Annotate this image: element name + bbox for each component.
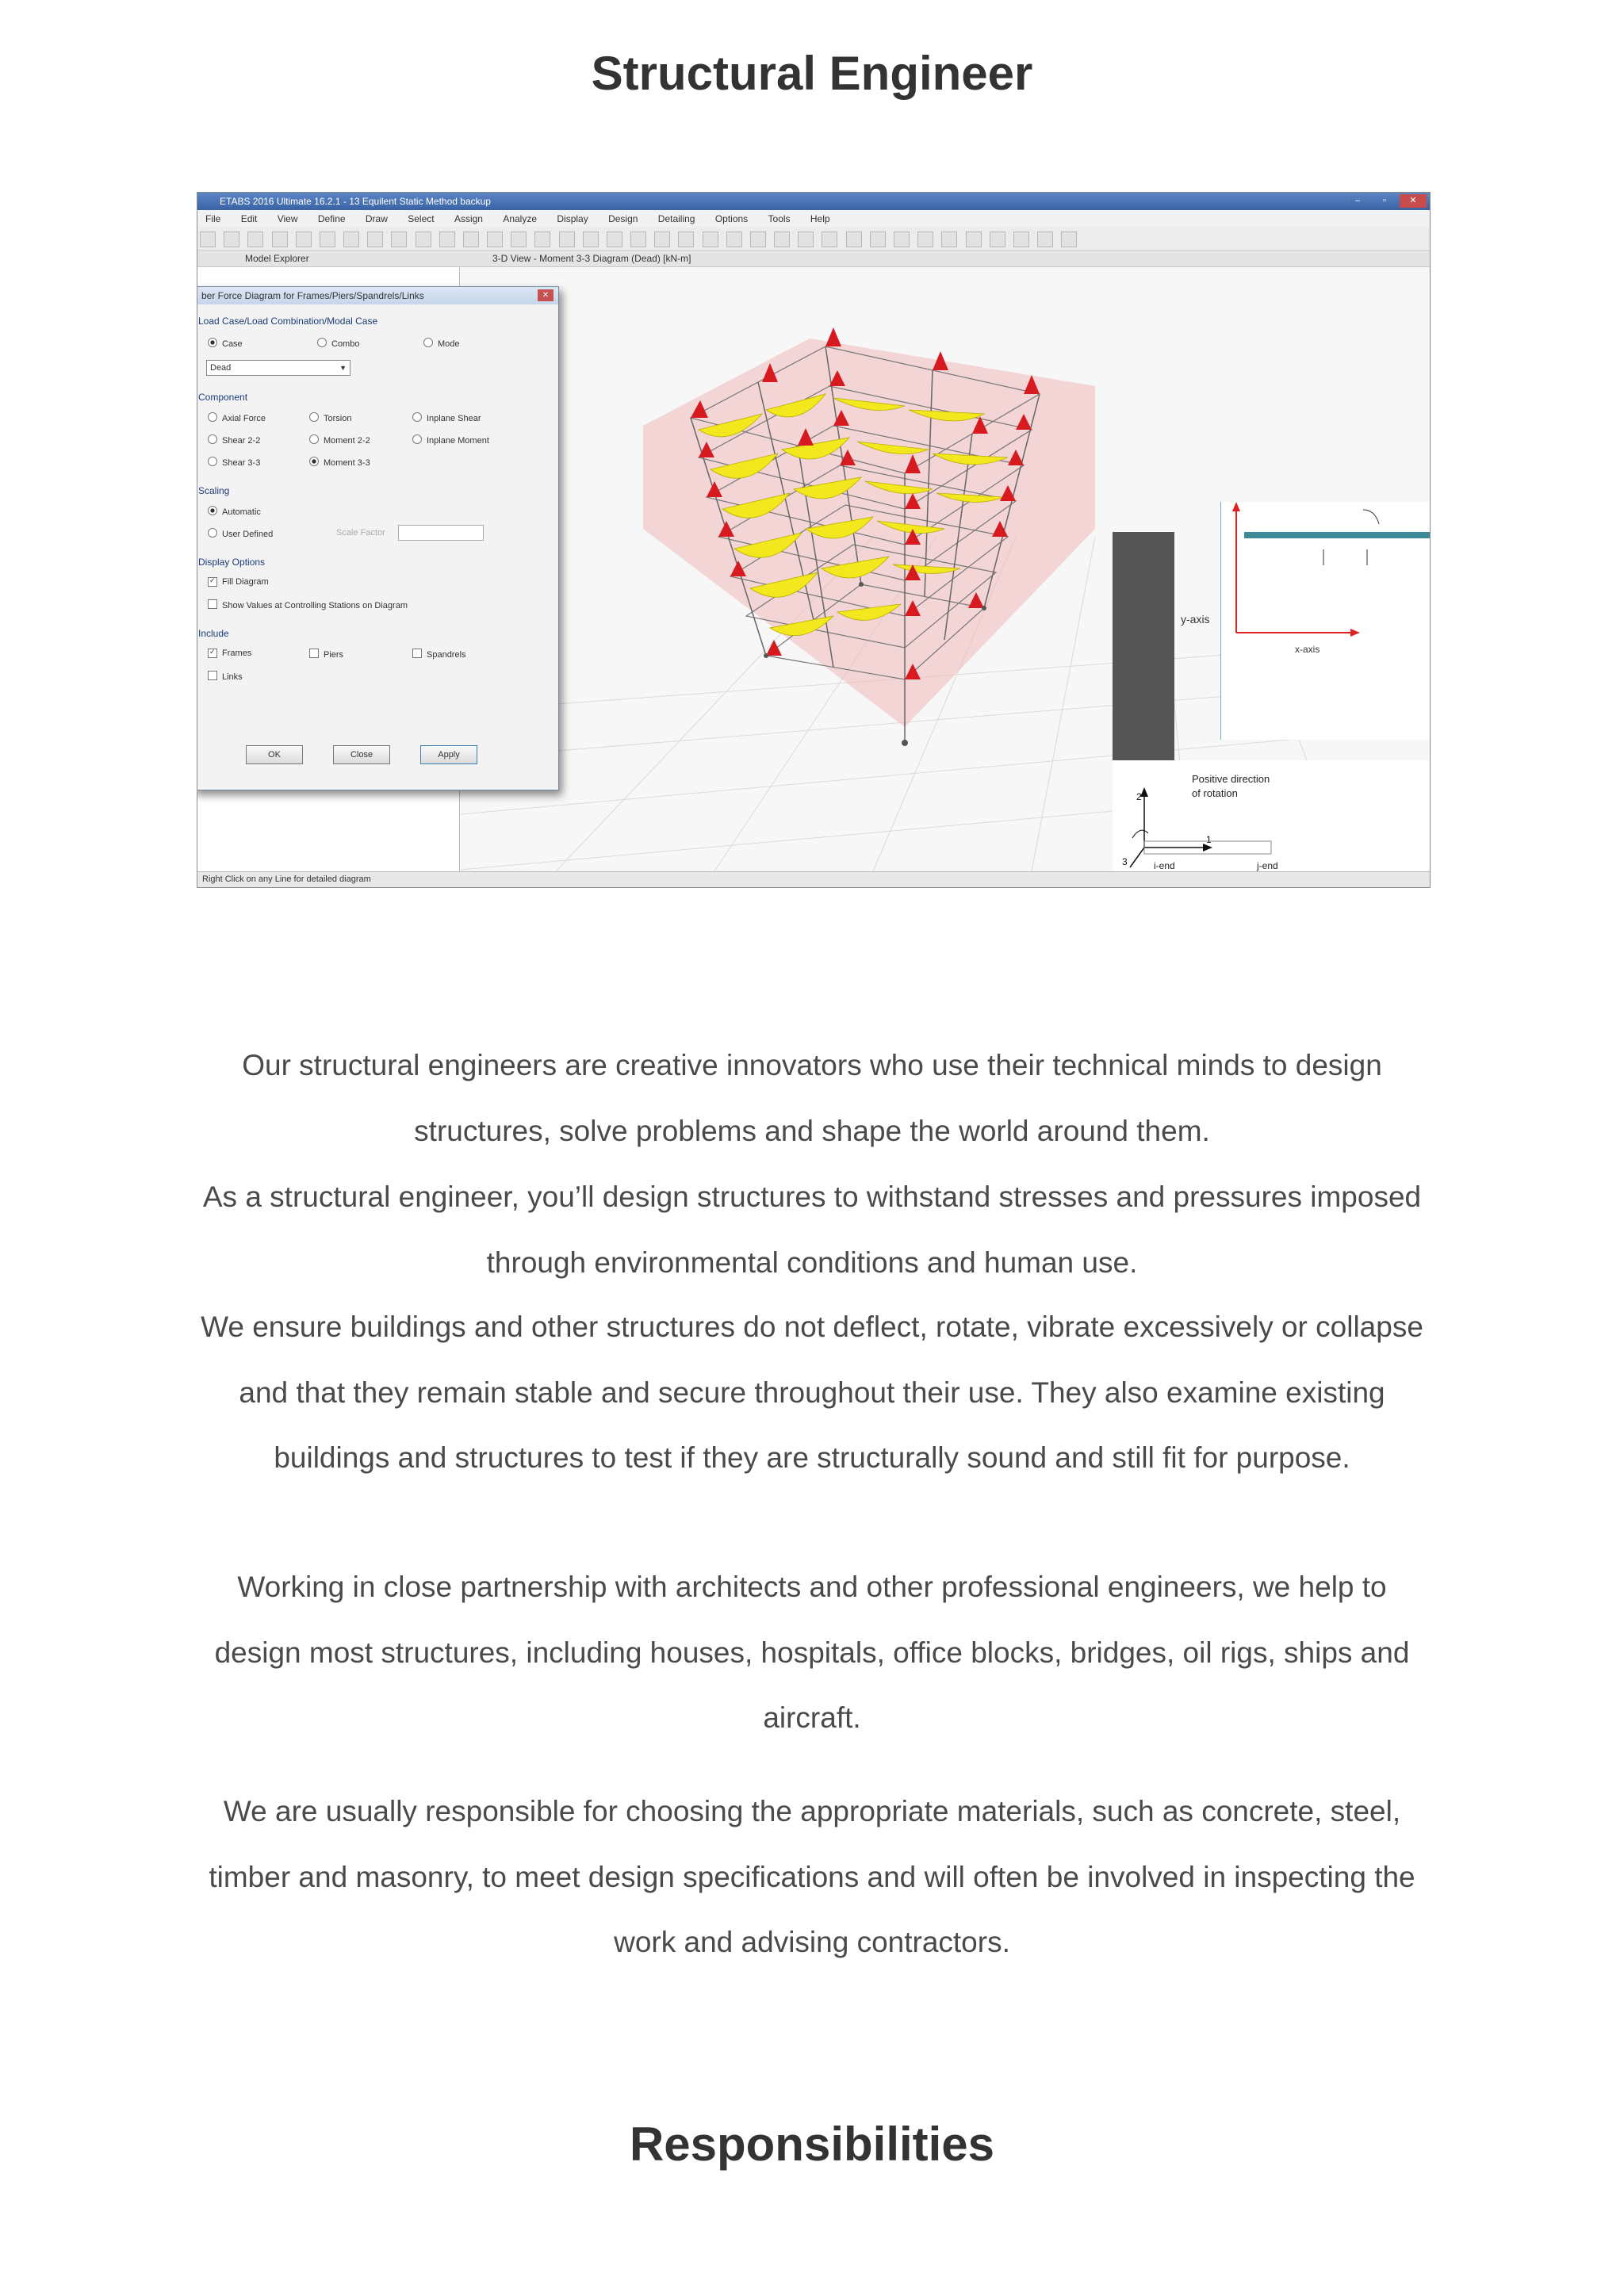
- run-analysis-icon[interactable]: [343, 232, 359, 247]
- y-axis-label: y-axis: [1181, 613, 1210, 626]
- toolbar: [197, 228, 1430, 251]
- radio-scaling-user[interactable]: [208, 528, 273, 539]
- section-icon[interactable]: [966, 232, 982, 247]
- software-screenshot: [197, 192, 1431, 888]
- show-undeformed-icon[interactable]: [678, 232, 694, 247]
- chevron-down-icon: ▼: [339, 364, 347, 372]
- section-heading: Responsibilities: [629, 2118, 995, 2171]
- paragraph-design: As a structural engineer, you’ll design structures to withstand stresses and pressures imposed through environmental conditions and human use.: [202, 1181, 1422, 1279]
- menu-display[interactable]: Display: [557, 213, 588, 224]
- component-label: Inplane Moment: [427, 436, 489, 446]
- positive-direction-label: Positive direction: [1192, 773, 1270, 785]
- svg-text:2: 2: [1136, 791, 1142, 802]
- radio-inplane-moment[interactable]: [412, 434, 489, 446]
- move-down-icon[interactable]: [630, 232, 646, 247]
- load-case-select[interactable]: [206, 360, 350, 376]
- radio-moment-2-2[interactable]: [309, 434, 370, 446]
- radio-mode[interactable]: [423, 338, 460, 349]
- draw-beam-icon[interactable]: [774, 232, 790, 247]
- show-deformed-icon[interactable]: [703, 232, 718, 247]
- radio-case[interactable]: [208, 338, 243, 349]
- checkbox-spandrels[interactable]: [412, 649, 466, 660]
- radio-case-label: Case: [222, 339, 243, 349]
- menu-options[interactable]: Options: [714, 213, 749, 224]
- menu-view[interactable]: View: [277, 213, 298, 224]
- checkbox-frames[interactable]: [208, 649, 251, 658]
- pan-icon[interactable]: [463, 232, 479, 247]
- paragraph-intro: Our structural engineers are creative innovators who use their technical minds to design structures, solve problems and shape the world around them.: [242, 1049, 1382, 1147]
- x-axis-label: x-axis: [1295, 644, 1320, 655]
- menu-draw[interactable]: Draw: [365, 213, 388, 224]
- grid-icon[interactable]: [1061, 232, 1077, 247]
- group-component: Component: [198, 392, 248, 403]
- paragraph-partnership: Working in close partnership with architects and other professional engineers, we help to design most structures, including houses, hospitals, office blocks, bridges, oil rigs, ships and aircraft.: [214, 1571, 1410, 1734]
- new-model-icon[interactable]: [200, 232, 216, 247]
- radio-combo[interactable]: [317, 338, 359, 349]
- paragraph-stability: We ensure buildings and other structures do not deflect, rotate, vibrate excessively or collapse and that they remain stable and secure throughout their use. They also examine existing buildings and structures to test if they are structurally sound and still fit for purpose.: [201, 1311, 1423, 1474]
- draw-brace-icon[interactable]: [822, 232, 837, 247]
- rotation-inset: [1113, 760, 1430, 887]
- dialog-close-icon[interactable]: ✕: [538, 289, 553, 301]
- zoom-in-icon[interactable]: [391, 232, 407, 247]
- dropdown-icon[interactable]: [990, 232, 1005, 247]
- radio-torsion[interactable]: [309, 412, 351, 423]
- component-label: Shear 2-2: [222, 436, 261, 446]
- select-icon[interactable]: [894, 232, 910, 247]
- draw-column-icon[interactable]: [798, 232, 814, 247]
- draw-wall-icon[interactable]: [870, 232, 886, 247]
- minimize-icon[interactable]: –: [1354, 196, 1361, 205]
- display-options-icon[interactable]: [654, 232, 670, 247]
- scaling-auto-label: Automatic: [222, 507, 261, 517]
- tab-model-explorer[interactable]: Model Explorer: [245, 253, 309, 264]
- checkbox-links[interactable]: [208, 671, 243, 682]
- menu-edit[interactable]: Edit: [240, 213, 258, 224]
- component-label: Torsion: [324, 414, 352, 423]
- menu-assign[interactable]: Assign: [454, 213, 483, 224]
- rotate-icon[interactable]: [559, 232, 575, 247]
- move-up-icon[interactable]: [607, 232, 622, 247]
- perspective-icon[interactable]: [583, 232, 599, 247]
- zoom-window-icon[interactable]: [367, 232, 383, 247]
- paragraph-materials: We are usually responsible for choosing the appropriate materials, such as concrete, steel, timber and masonry, to meet design specifications and will often be involved in inspecting the work and advising contractors.: [209, 1795, 1415, 1958]
- menu-tools[interactable]: Tools: [768, 213, 791, 224]
- component-label: Inplane Shear: [427, 414, 481, 423]
- include-spandrels-label: Spandrels: [427, 650, 466, 660]
- svg-text:3: 3: [1122, 856, 1128, 867]
- show-forces-icon[interactable]: [726, 232, 742, 247]
- page-title: Structural Engineer: [591, 47, 1033, 100]
- save-icon[interactable]: [247, 232, 263, 247]
- component-label: Moment 3-3: [324, 458, 370, 468]
- member-force-diagram-dialog: [197, 286, 559, 790]
- design-icon[interactable]: [941, 232, 957, 247]
- menu-help[interactable]: Help: [810, 213, 830, 224]
- draw-frame-icon[interactable]: [750, 232, 766, 247]
- elevation-view-icon[interactable]: [534, 232, 550, 247]
- radio-scaling-automatic[interactable]: [208, 506, 261, 517]
- radio-moment-3-3[interactable]: [309, 457, 370, 468]
- status-bar: [197, 871, 1430, 888]
- menu-analyze[interactable]: Analyze: [503, 213, 538, 224]
- component-label: Moment 2-2: [324, 436, 370, 446]
- close-icon[interactable]: ✕: [1400, 194, 1427, 208]
- menu-define[interactable]: Define: [317, 213, 346, 224]
- include-piers-label: Piers: [324, 650, 344, 660]
- 3d-view-icon[interactable]: [487, 232, 503, 247]
- component-label: Axial Force: [222, 414, 266, 423]
- dark-panel: [1113, 532, 1174, 760]
- ok-button[interactable]: OK: [246, 745, 303, 764]
- assign-icon[interactable]: [917, 232, 933, 247]
- radio-shear-3-3[interactable]: [208, 457, 260, 468]
- radio-shear-2-2[interactable]: [208, 434, 260, 446]
- menu-file[interactable]: File: [205, 213, 221, 224]
- status-text: Right Click on any Line for detailed diagram: [202, 874, 371, 884]
- radio-inplane-shear[interactable]: [412, 412, 481, 423]
- draw-floor-icon[interactable]: [846, 232, 862, 247]
- menu-design[interactable]: Design: [608, 213, 638, 224]
- open-icon[interactable]: [224, 232, 239, 247]
- zoom-out-icon[interactable]: [416, 232, 431, 247]
- radio-mode-label: Mode: [438, 339, 460, 349]
- scale-factor-label: Scale Factor: [336, 528, 385, 538]
- plan-view-icon[interactable]: [511, 232, 527, 247]
- tab-3d-view[interactable]: 3-D View - Moment 3-3 Diagram (Dead) [kN-m]: [492, 253, 691, 264]
- i-end-label: i-end: [1154, 860, 1175, 871]
- group-scaling: Scaling: [198, 485, 230, 496]
- load-case-value: Dead: [210, 363, 232, 373]
- lock-icon[interactable]: [320, 232, 335, 247]
- pen-icon[interactable]: [1037, 232, 1053, 247]
- checkbox-show-values[interactable]: [208, 599, 408, 610]
- axis-inset: [1220, 502, 1430, 740]
- checkbox-piers[interactable]: [309, 649, 343, 660]
- checkbox-fill-diagram[interactable]: [208, 577, 269, 587]
- window-titlebar: [197, 193, 1430, 210]
- menu-detailing[interactable]: Detailing: [657, 213, 695, 224]
- pane-tabs: [197, 251, 1430, 267]
- undo-icon[interactable]: [272, 232, 288, 247]
- scaling-user-label: User Defined: [222, 530, 274, 539]
- of-rotation-label: of rotation: [1192, 787, 1238, 799]
- line-style-icon[interactable]: [1013, 232, 1029, 247]
- svg-text:1: 1: [1206, 834, 1212, 845]
- fill-diagram-label: Fill Diagram: [222, 577, 269, 587]
- radio-combo-label: Combo: [331, 339, 360, 349]
- menubar: [197, 210, 1430, 228]
- maximize-icon[interactable]: ▫: [1383, 196, 1386, 205]
- apply-button[interactable]: Apply: [420, 745, 477, 764]
- scale-factor-input[interactable]: [398, 525, 484, 541]
- zoom-extents-icon[interactable]: [439, 232, 455, 247]
- group-display-options: Display Options: [198, 557, 266, 568]
- include-links-label: Links: [222, 672, 243, 682]
- building-envelope: [643, 339, 1095, 727]
- window-title: ETABS 2016 Ultimate 16.2.1 - 13 Equilent Static Method backup: [220, 196, 491, 207]
- include-frames-label: Frames: [222, 649, 252, 658]
- group-include: Include: [198, 628, 229, 639]
- close-button[interactable]: Close: [333, 745, 390, 764]
- radio-axial-force[interactable]: [208, 412, 266, 423]
- show-values-label: Show Values at Controlling Stations on Diagram: [222, 601, 408, 610]
- dialog-title: ber Force Diagram for Frames/Piers/Spandrels/Links: [201, 290, 424, 301]
- group-load-case: Load Case/Load Combination/Modal Case: [198, 316, 378, 327]
- axis-figure: [1220, 502, 1430, 740]
- component-label: Shear 3-3: [222, 458, 261, 468]
- j-end-label: j-end: [1257, 860, 1278, 871]
- redo-icon[interactable]: [296, 232, 312, 247]
- dialog-titlebar: [197, 287, 558, 304]
- menu-select[interactable]: Select: [408, 213, 435, 224]
